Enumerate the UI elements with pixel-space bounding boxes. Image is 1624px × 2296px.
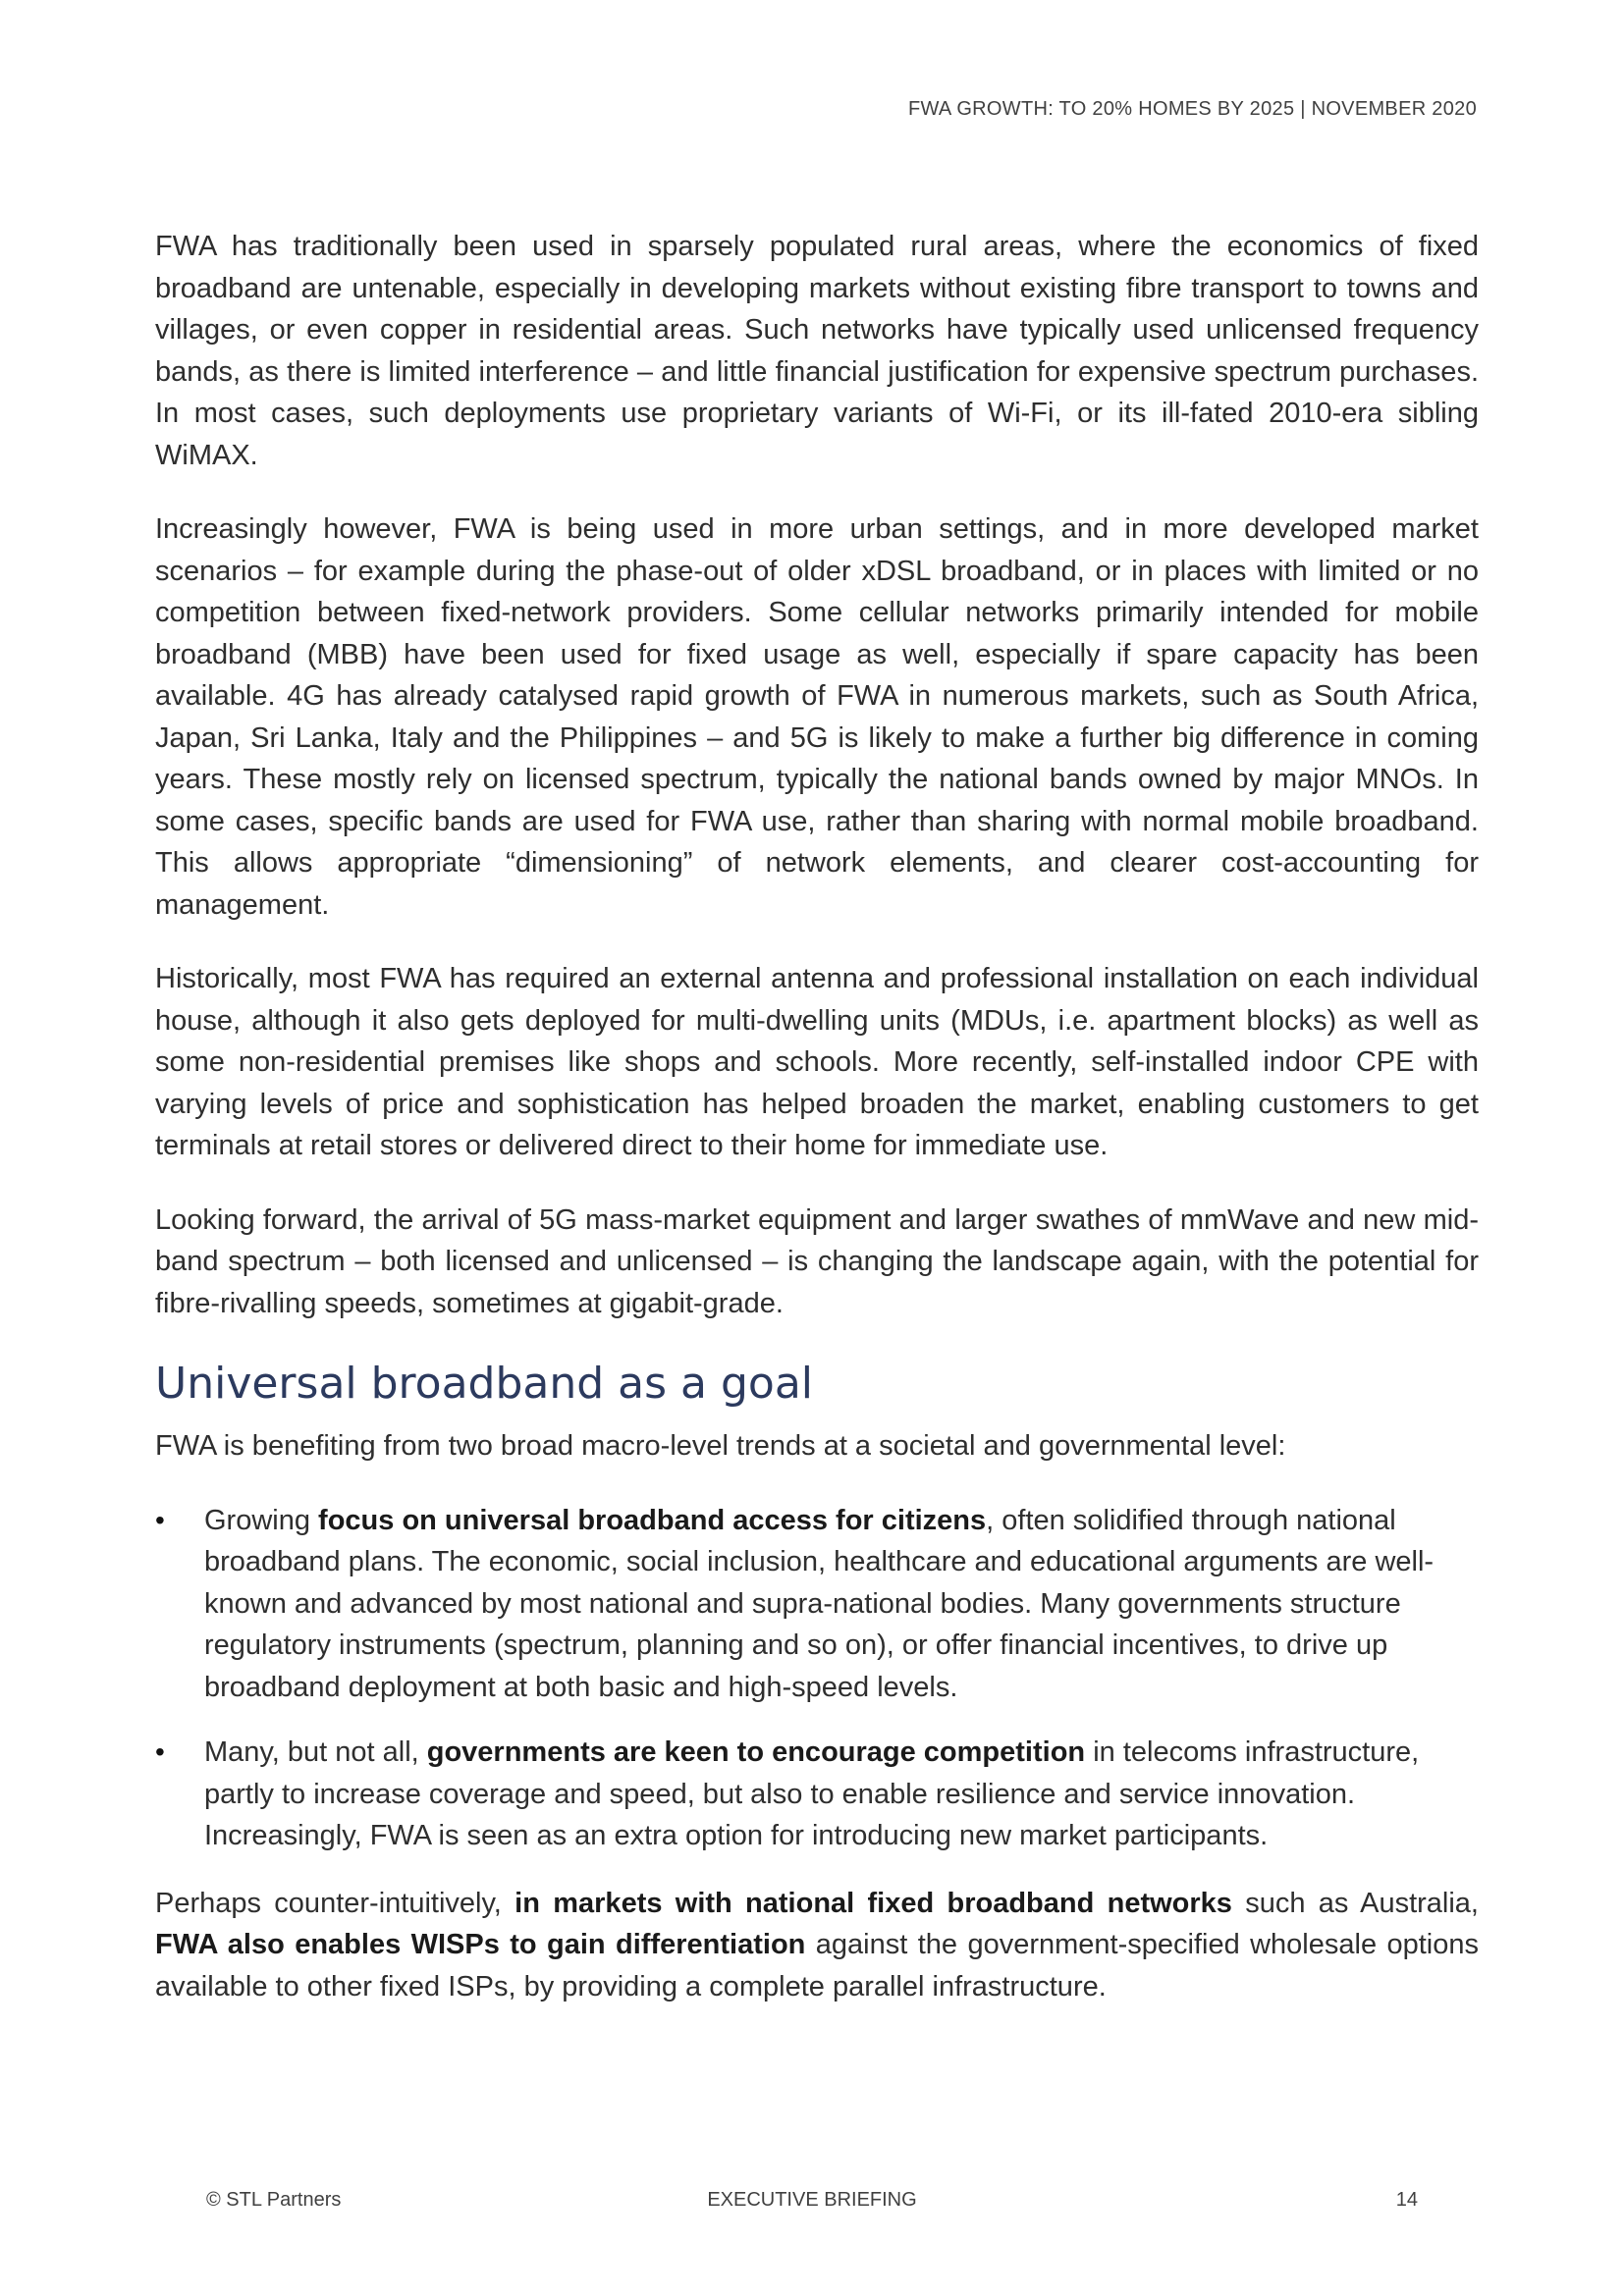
list-item	[155, 1500, 1479, 1709]
text-bold-2: FWA also enables WISPs to gain differentiation	[155, 1929, 806, 1960]
running-header: FWA GROWTH: TO 20% HOMES BY 2025 | NOVEMBER 2020	[907, 98, 1477, 120]
bullet-icon: •	[155, 1736, 165, 1767]
section-heading: Universal broadband as a goal	[155, 1359, 814, 1409]
paragraph-rural-fwa: FWA has traditionally been used in sparsely populated rural areas, where the economics of fixed broadband are untenable, especially in developing markets without existing fibre transport to towns and villages, or even copper in residential areas. Such networks have typically used unlicensed frequency bands, as there is limited interference – and little financial justification for expensive spectrum purchases. In most cases, such deployments use proprietary variants of Wi-Fi, or its ill-fated 2010-era sibling WiMAX.	[155, 231, 1479, 471]
trend-list	[155, 1500, 1479, 1857]
bullet-text-bold: governments are keen to encourage competition	[426, 1736, 1086, 1768]
bullet-icon: •	[155, 1504, 165, 1535]
bullet-text-pre: Growing	[204, 1504, 319, 1536]
paragraph-looking-forward: Looking forward, the arrival of 5G mass-market equipment and larger swathes of mmWave and new mid-band spectrum – both licensed and unlicensed – is changing the landscape again, with the potential for fibre-rivalling speeds, sometimes at gigabit-grade.	[155, 1203, 1479, 1319]
text-post: against the government-specified wholesale options available to other fixed ISPs, by providing a complete parallel infrastructure.	[155, 1929, 1479, 2002]
footer-copyright: © STL Partners	[206, 2189, 342, 2211]
text-pre: Perhaps counter-intuitively,	[155, 1887, 515, 1919]
section-intro: FWA is benefiting from two broad macro-level trends at a societal and governmental level:	[155, 1430, 1286, 1462]
bullet-text-post: , often solidified through national broadband plans. The economic, social inclusion, healthcare and educational arguments are well-known and advanced by most national and supra-national bodies. Many governments structure regulatory instruments (spectrum, planning and so on), or offer financial incentives, to drive up broadband deployment at both basic and high-speed levels.	[204, 1504, 1435, 1703]
bullet-text-post: in telecoms infrastructure, partly to increase coverage and speed, but also to enable resilience and service innovation. Increasingly, FWA is seen as an extra option for introducing new market participants.	[204, 1736, 1420, 1851]
footer-doc-type: EXECUTIVE BRIEFING	[707, 2189, 917, 2211]
paragraph-installation: Historically, most FWA has required an external antenna and professional installation on each individual house, although it also gets deployed for multi-dwelling units (MDUs, i.e. apartment blocks) as well as some non-residential premises like shops and schools. More recently, self-installed indoor CPE with varying levels of price and sophistication has helped broaden the market, enabling customers to get terminals at retail stores or delivered direct to their home for immediate use.	[155, 963, 1479, 1161]
page-body	[155, 226, 1479, 2040]
paragraph-wisp-differentiation	[155, 1883, 1479, 2008]
paragraph-urban-fwa: Increasingly however, FWA is being used in more urban settings, and in more developed market scenarios – for example during the phase-out of older xDSL broadband, or in places with limited or no competition between fixed-network providers. Some cellular networks primarily intended for mobile broadband (MBB) have been used for fixed usage as well, especially if spare capacity has been available. 4G has already catalysed rapid growth of FWA in numerous markets, such as South Africa, Japan, Sri Lanka, Italy and the Philippines – and 5G is likely to make a further big difference in coming years. These mostly rely on licensed spectrum, typically the national bands owned by major MNOs. In some cases, specific bands are used for FWA use, rather than sharing with normal mobile broadband. This allows appropriate “dimensioning” of network elements, and clearer cost-accounting for management.	[155, 513, 1479, 921]
text-mid: such as Australia,	[1231, 1887, 1479, 1919]
text-bold-1: in markets with national fixed broadband networks	[514, 1887, 1232, 1919]
bullet-text-pre: Many, but not all,	[204, 1736, 427, 1768]
page-number: 14	[1395, 2189, 1418, 2211]
list-item	[155, 1732, 1479, 1857]
bullet-text-bold: focus on universal broadband access for citizens	[318, 1504, 987, 1536]
